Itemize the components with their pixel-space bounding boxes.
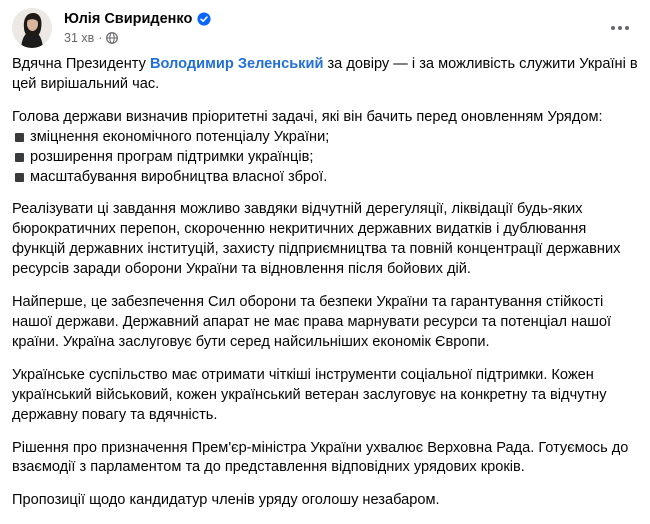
list-item-text: зміцнення економічного потенціалу України;	[30, 128, 330, 145]
post-timestamp[interactable]: 31 хв	[64, 31, 95, 45]
avatar-photo	[12, 8, 52, 48]
more-dot-icon	[618, 26, 622, 30]
list-item-text: розширення програм підтримки українців;	[30, 148, 314, 165]
square-bullet-icon	[15, 133, 24, 142]
post-paragraph	[12, 55, 638, 95]
priorities-block	[12, 108, 638, 188]
avatar[interactable]	[12, 8, 52, 48]
paragraph-text: за довіру — і за можливість служити Україні в цей вирішальний час.	[12, 56, 638, 92]
post-paragraph: Українське суспільство має отримати чіткіші інструменти соціальної підтримки. Кожен український військовий, кожен український ветеран заслуговує на конкретну та відчутну державну повагу та вдячність.	[12, 366, 607, 423]
verified-badge-icon	[197, 12, 211, 26]
post-paragraph: Пропозиції щодо кандидатур членів уряду оголошу незабаром.	[12, 492, 440, 509]
more-dot-icon	[611, 26, 615, 30]
list-item-text: масштабування виробництва власної зброї.	[30, 168, 328, 185]
author-name[interactable]	[64, 11, 211, 27]
square-bullet-icon	[15, 153, 24, 162]
list-item	[12, 128, 638, 148]
post-body	[12, 55, 638, 524]
list-item	[12, 148, 638, 168]
more-options-button[interactable]	[602, 10, 638, 46]
mention-link[interactable]: Володимир Зеленський	[149, 56, 324, 72]
post-paragraph: Найперше, це забезпечення Сил оборони та безпеки України та гарантування стійкості нашої держави. Державний апарат не має права марнувати ресурси та потенціал нашої країни. Україна заслуговує бути серед найсильніших економік Європи.	[12, 294, 612, 350]
more-dot-icon	[625, 26, 629, 30]
post-header	[12, 8, 638, 48]
globe-icon[interactable]	[106, 32, 118, 44]
paragraph-text: Вдячна Президенту	[12, 56, 150, 72]
author-name-text[interactable]: Юлія Свириденко	[64, 11, 193, 27]
list-item	[12, 168, 638, 188]
post-paragraph: Реалізувати ці завдання можливо завдяки відчутній дерегуляції, ліквідації будь-яких бюрократичних перепон, скороченню некритичних державних видатків і дублювання функцій державних інституцій, захисту підприємництва та повній концентрації державних ресурсів заради оборони України та відновлення після бойових дій.	[12, 201, 621, 278]
meta-separator: ·	[98, 31, 103, 45]
square-bullet-icon	[15, 173, 24, 182]
priorities-intro: Голова держави визначив пріоритетні задачі, які він бачить перед оновленням Урядом:	[12, 108, 603, 125]
post-paragraph: Рішення про призначення Прем'єр-міністра України ухвалює Верховна Рада. Готуємось до взаємодії з парламентом та до представлення відповідних урядових кроків.	[12, 439, 629, 476]
post-meta	[64, 31, 118, 45]
